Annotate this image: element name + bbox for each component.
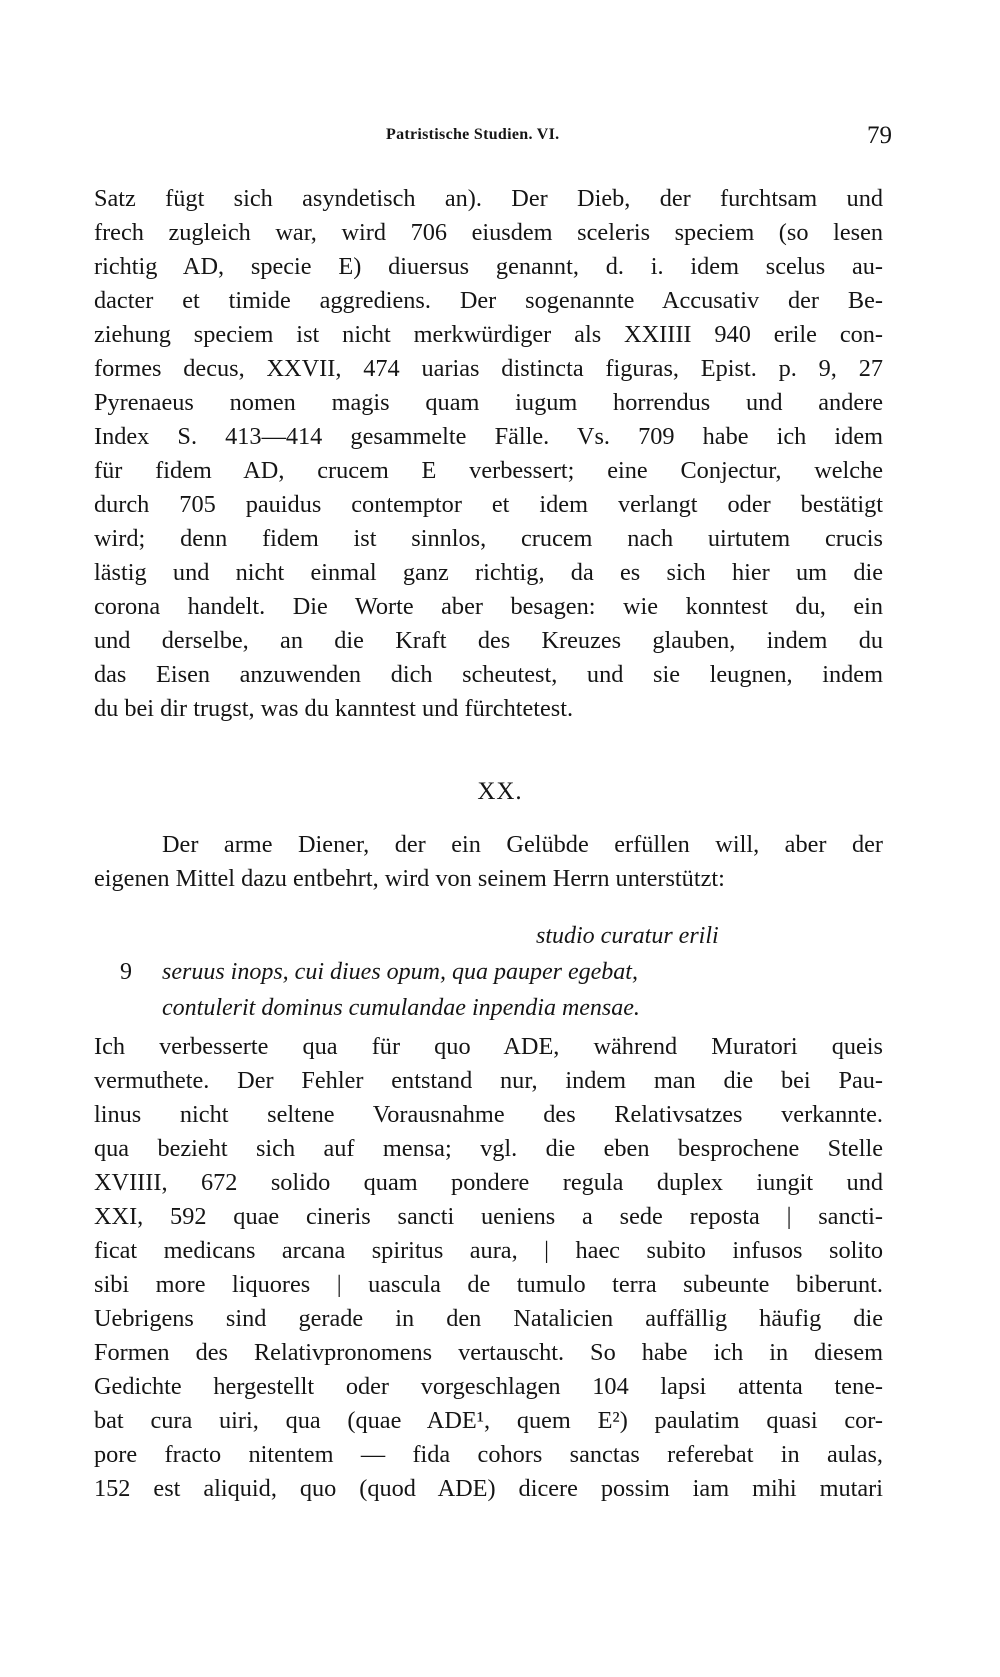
page-number: 79 (867, 122, 892, 149)
text-line: Gedichte hergestellt oder vorgeschlagen 104 lapsi attenta tene- (94, 1373, 883, 1400)
text-line: ziehung speciem ist nicht merkwürdiger als XXIIII 940 erile con- (94, 321, 883, 348)
section-heading: XX. (477, 778, 523, 805)
text-line: richtig AD, specie E) diuersus genannt, d. i. idem scelus au- (94, 253, 883, 280)
paragraph-3 (94, 1030, 883, 1506)
text-line: du bei dir trugst, was du kanntest und fürchtetest. (94, 695, 574, 722)
text-line: dacter et timide aggrediens. Der sogenannte Accusativ der Be- (94, 287, 883, 314)
running-title: Patristische Studien. VI. (386, 126, 560, 143)
text-line: formes decus, XXVII, 474 uarias distincta figuras, Epist. p. 9, 27 (94, 355, 883, 382)
text-line: Ich verbesserte qua für quo ADE, während Muratori queis (94, 1033, 883, 1060)
text-line: 152 est aliquid, quo (quod ADE) dicere possim iam mihi mutari (94, 1475, 883, 1502)
paragraph-1 (94, 182, 883, 726)
text-line: XVIIII, 672 solido quam pondere regula duplex iungit und (94, 1169, 883, 1196)
text-line: lästig und nicht einmal ganz richtig, da es sich hier um die (94, 559, 883, 586)
verse-line (94, 954, 883, 990)
running-head (0, 122, 1000, 152)
text-line: eigenen Mittel dazu entbehrt, wird von seinem Herrn unterstützt: (94, 865, 725, 892)
text-line: und derselbe, an die Kraft des Kreuzes glauben, indem du (94, 627, 883, 654)
text-line: ficat medicans arcana spiritus aura, | haec subito infusos solito (94, 1237, 883, 1264)
text-line: das Eisen anzuwenden dich scheutest, und sie leugnen, indem (94, 661, 883, 688)
verse-line: studio curatur erili (536, 923, 719, 949)
text-line: Der arme Diener, der ein Gelübde erfüllen will, aber der (162, 831, 883, 858)
text-line: XXI, 592 quae cineris sancti ueniens a sede reposta | sancti- (94, 1203, 883, 1230)
text-line: Pyrenaeus nomen magis quam iugum horrendus und andere (94, 389, 883, 416)
text-line: Satz fügt sich asyndetisch an). Der Dieb, der furchtsam und (94, 185, 883, 212)
text-line: bat cura uiri, qua (quae ADE¹, quem E²) paulatim quasi cor- (94, 1407, 883, 1434)
text-line: frech zugleich war, wird 706 eiusdem sceleris speciem (so lesen (94, 219, 883, 246)
text-line: linus nicht seltene Vorausnahme des Relativsatzes verkannte. (94, 1101, 883, 1128)
text-line: corona handelt. Die Worte aber besagen: wie konntest du, ein (94, 593, 883, 620)
paragraph-2 (94, 828, 883, 896)
text-line: vermuthete. Der Fehler entstand nur, indem man die bei Pau- (94, 1067, 883, 1094)
verse-line-number: 9 (120, 959, 132, 985)
verse-line: contulerit dominus cumulandae inpendia mensae. (162, 995, 640, 1021)
text-line: für fidem AD, crucem E verbessert; eine Conjectur, welche (94, 457, 883, 484)
text-line: pore fracto nitentem — fida cohors sanctas referebat in aulas, (94, 1441, 883, 1468)
text-line: Formen des Relativpronomens vertauscht. So habe ich in diesem (94, 1339, 883, 1366)
text-line: Index S. 413—414 gesammelte Fälle. Vs. 709 habe ich idem (94, 423, 883, 450)
verse-quotation (94, 918, 883, 1026)
text-line: wird; denn fidem ist sinnlos, crucem nach uirtutem crucis (94, 525, 883, 552)
text-line: Uebrigens sind gerade in den Natalicien auffällig häufig die (94, 1305, 883, 1332)
text-line: durch 705 pauidus contemptor et idem verlangt oder bestätigt (94, 491, 883, 518)
verse-text: seruus inops, cui diues opum, qua pauper egebat, (162, 959, 638, 985)
text-line: sibi more liquores | uascula de tumulo terra subeunte biberunt. (94, 1271, 883, 1298)
text-line: qua bezieht sich auf mensa; vgl. die eben besprochene Stelle (94, 1135, 883, 1162)
